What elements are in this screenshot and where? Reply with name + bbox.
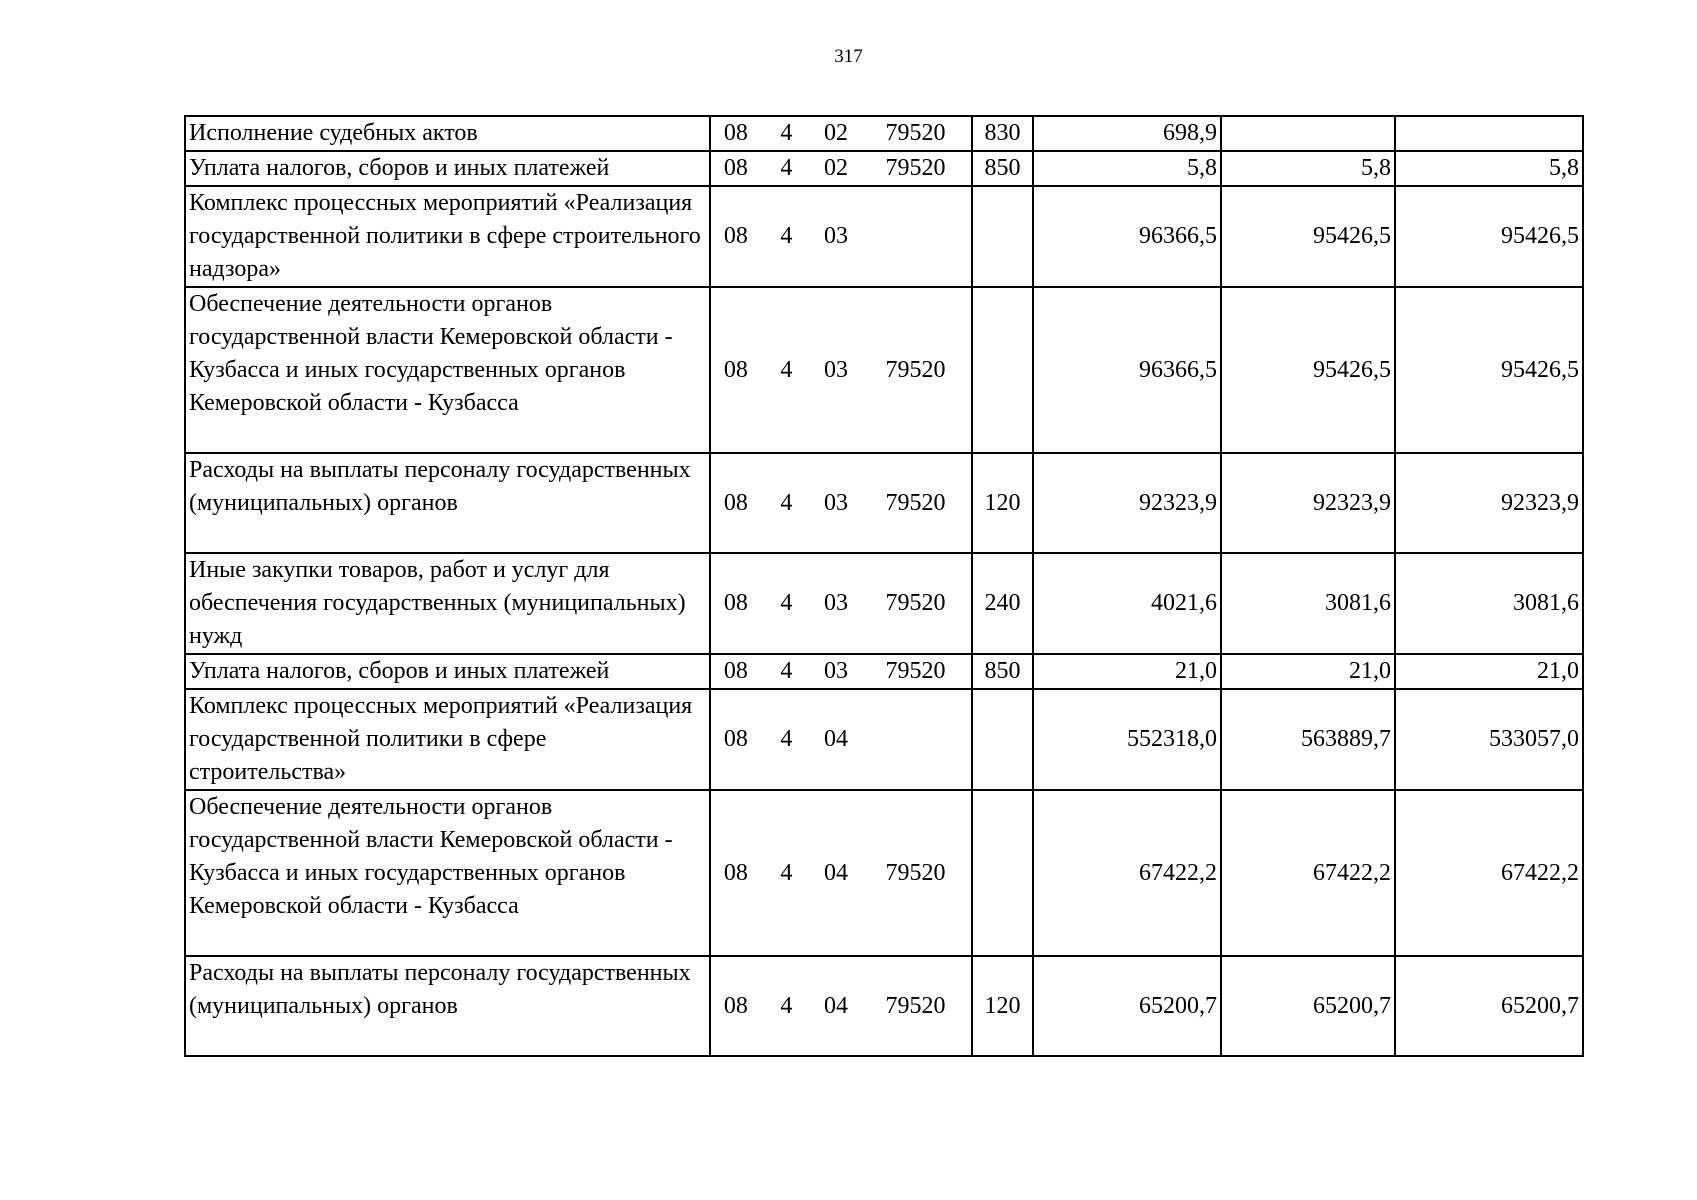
row-name-cell: Обеспечение деятельности органов государственной власти Кемеровской области - Кузбасса и иных государственных органов Кемеровской области - Кузбасса: [185, 287, 710, 453]
amount-cell-1: 4021,6: [1033, 553, 1221, 654]
amount-cell-3: 533057,0: [1395, 689, 1583, 790]
group-code: 03: [824, 223, 849, 249]
subsection-code: 4: [780, 726, 793, 752]
expense-type-cell: 240: [972, 553, 1033, 654]
row-code-cell: [710, 186, 972, 287]
amount-cell-1: 65200,7: [1033, 956, 1221, 1056]
subsection-code: 4: [780, 489, 793, 516]
amount-cell-3: [1395, 116, 1583, 151]
amount-cell-2: 563889,7: [1221, 689, 1395, 790]
subsection-code: 4: [780, 859, 793, 886]
expense-type-cell: 850: [972, 151, 1033, 186]
row-name-cell: Исполнение судебных актов: [185, 116, 710, 151]
table-row: [185, 151, 1583, 186]
amount-cell-1: 96366,5: [1033, 186, 1221, 287]
row-code-cell: [710, 116, 972, 151]
row-name-cell: Иные закупки товаров, работ и услуг для обеспечения государственных (муниципальных) нужд: [185, 553, 710, 654]
budget-table: [184, 115, 1584, 1057]
amount-cell-3: 92323,9: [1395, 453, 1583, 553]
direction-code: 79520: [885, 658, 946, 684]
section-code: 08: [723, 155, 748, 181]
row-name-cell: Обеспечение деятельности органов государственной власти Кемеровской области - Кузбасса и иных государственных органов Кемеровской области - Кузбасса: [185, 790, 710, 956]
group-code: 03: [824, 489, 849, 516]
row-code-cell: [710, 689, 972, 790]
subsection-code: 4: [780, 120, 793, 146]
group-code: 04: [824, 992, 849, 1019]
amount-cell-3: 65200,7: [1395, 956, 1583, 1056]
subsection-code: 4: [780, 155, 793, 181]
section-code: 08: [723, 590, 748, 616]
amount-cell-1: 67422,2: [1033, 790, 1221, 956]
direction-code: 79520: [885, 155, 946, 181]
row-code-cell: [710, 553, 972, 654]
expense-type-cell: 830: [972, 116, 1033, 151]
amount-cell-2: 67422,2: [1221, 790, 1395, 956]
direction-code: 79520: [885, 859, 946, 886]
direction-code: 79520: [885, 992, 946, 1019]
expense-type-cell: [972, 287, 1033, 453]
expense-type-cell: 120: [972, 453, 1033, 553]
expense-type-cell: [972, 689, 1033, 790]
amount-cell-3: 21,0: [1395, 654, 1583, 689]
direction-code: 79520: [885, 590, 946, 616]
amount-cell-2: 3081,6: [1221, 553, 1395, 654]
amount-cell-1: 92323,9: [1033, 453, 1221, 553]
table-row: [185, 453, 1583, 553]
direction-code: 79520: [885, 356, 946, 383]
amount-cell-1: 698,9: [1033, 116, 1221, 151]
table-row: [185, 689, 1583, 790]
section-code: 08: [723, 356, 748, 383]
subsection-code: 4: [780, 223, 793, 249]
subsection-code: 4: [780, 590, 793, 616]
row-code-cell: [710, 453, 972, 553]
group-code: 03: [824, 356, 849, 383]
amount-cell-1: 21,0: [1033, 654, 1221, 689]
amount-cell-3: 5,8: [1395, 151, 1583, 186]
group-code: 04: [824, 859, 849, 886]
amount-cell-3: 95426,5: [1395, 186, 1583, 287]
amount-cell-3: 95426,5: [1395, 287, 1583, 453]
group-code: 04: [824, 726, 849, 752]
table-row: [185, 186, 1583, 287]
row-code-cell: [710, 151, 972, 186]
row-name-cell: Расходы на выплаты персоналу государственных (муниципальных) органов: [185, 956, 710, 1056]
amount-cell-2: 95426,5: [1221, 186, 1395, 287]
amount-cell-1: 552318,0: [1033, 689, 1221, 790]
row-name-cell: Комплекс процессных мероприятий «Реализация государственной политики в сфере строительного надзора»: [185, 186, 710, 287]
row-name-cell: Комплекс процессных мероприятий «Реализация государственной политики в сфере строительства»: [185, 689, 710, 790]
direction-code: 79520: [885, 489, 946, 516]
direction-code: 79520: [885, 120, 946, 146]
subsection-code: 4: [780, 356, 793, 383]
table-row: [185, 956, 1583, 1056]
section-code: 08: [723, 726, 748, 752]
expense-type-cell: [972, 186, 1033, 287]
table-row: [185, 116, 1583, 151]
amount-cell-2: 92323,9: [1221, 453, 1395, 553]
row-code-cell: [710, 287, 972, 453]
amount-cell-2: [1221, 116, 1395, 151]
group-code: 03: [824, 590, 849, 616]
table-body: [185, 116, 1583, 1056]
row-name-cell: Уплата налогов, сборов и иных платежей: [185, 151, 710, 186]
row-name-cell: Расходы на выплаты персоналу государственных (муниципальных) органов: [185, 453, 710, 553]
table-row: [185, 790, 1583, 956]
row-name-cell: Уплата налогов, сборов и иных платежей: [185, 654, 710, 689]
group-code: 02: [824, 120, 849, 146]
expense-type-cell: 850: [972, 654, 1033, 689]
amount-cell-1: 5,8: [1033, 151, 1221, 186]
table-row: [185, 287, 1583, 453]
row-code-cell: [710, 956, 972, 1056]
section-code: 08: [723, 489, 748, 516]
amount-cell-2: 65200,7: [1221, 956, 1395, 1056]
subsection-code: 4: [780, 992, 793, 1019]
amount-cell-3: 3081,6: [1395, 553, 1583, 654]
section-code: 08: [723, 120, 748, 146]
row-code-cell: [710, 790, 972, 956]
amount-cell-2: 95426,5: [1221, 287, 1395, 453]
section-code: 08: [723, 223, 748, 249]
group-code: 02: [824, 155, 849, 181]
table-row: [185, 654, 1583, 689]
expense-type-cell: [972, 790, 1033, 956]
row-code-cell: [710, 654, 972, 689]
page-number: 317: [834, 46, 863, 67]
section-code: 08: [723, 859, 748, 886]
amount-cell-1: 96366,5: [1033, 287, 1221, 453]
amount-cell-3: 67422,2: [1395, 790, 1583, 956]
group-code: 03: [824, 658, 849, 684]
table-row: [185, 553, 1583, 654]
section-code: 08: [723, 658, 748, 684]
amount-cell-2: 5,8: [1221, 151, 1395, 186]
section-code: 08: [723, 992, 748, 1019]
expense-type-cell: 120: [972, 956, 1033, 1056]
amount-cell-2: 21,0: [1221, 654, 1395, 689]
subsection-code: 4: [780, 658, 793, 684]
